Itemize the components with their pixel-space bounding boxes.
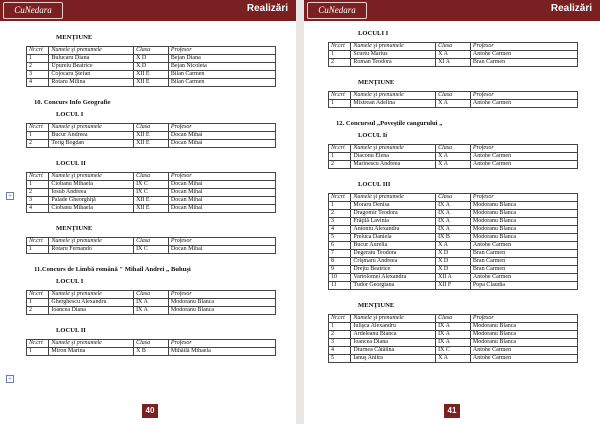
column-header: Numele şi prenumele (351, 92, 436, 100)
table-cell: 2 (27, 63, 49, 71)
section-heading: MENŢIUNE (358, 79, 395, 86)
column-header: Profesor (470, 194, 577, 202)
section-heading: LOCUL I (56, 278, 84, 285)
column-header: Profesor (470, 43, 577, 51)
table-cell: Modoranu Blanca (470, 218, 577, 226)
column-header: Nr.crt (27, 340, 49, 348)
table-row (27, 205, 276, 213)
table-cell: 1 (27, 181, 49, 189)
page-header (0, 0, 296, 21)
table-header-row (27, 173, 276, 181)
table-cell: X D (134, 55, 169, 63)
table-cell: IX C (134, 246, 169, 254)
table-cell: Bilan Carmen (168, 71, 275, 79)
table-cell: IX A (436, 202, 471, 210)
table-header-row (329, 194, 578, 202)
table-cell: 2 (27, 307, 49, 315)
table-cell: 1 (27, 55, 49, 63)
table-cell: Upurelu Beatrice (49, 63, 134, 71)
section-heading: LOCUL II (56, 327, 86, 334)
column-header: Clasa (436, 43, 471, 51)
table-cell: Antohe Carmen (470, 274, 577, 282)
column-header: Numele şi prenumele (351, 194, 436, 202)
table-cell: 2 (329, 210, 351, 218)
table-cell: Docan Mihai (168, 246, 275, 254)
table-cell: IX A (436, 323, 471, 331)
table-cell: Antohe Carmen (470, 355, 577, 363)
section-heading: 11.Concurs de Limbă română " Mihail Andrei „ Buhuşi (34, 266, 191, 273)
table-cell: X B (134, 348, 169, 356)
section-heading: 10. Concurs Info Geografie (34, 99, 111, 106)
table-cell: IX A (436, 339, 471, 347)
header-title: Realizări (550, 3, 592, 14)
table-cell: 3 (329, 339, 351, 347)
table-row (27, 189, 276, 197)
table-cell: 8 (329, 258, 351, 266)
column-header: Nr.crt (27, 47, 49, 55)
section-heading: MENŢIUNE (358, 302, 395, 309)
table-row (27, 307, 276, 315)
table-cell: 2 (329, 161, 351, 169)
table-cell: IX C (134, 181, 169, 189)
table-cell: IX C (134, 189, 169, 197)
table-cell: Docan Mihai (168, 181, 275, 189)
table-cell: IX C (436, 347, 471, 355)
column-header: Nr.crt (27, 173, 49, 181)
table-header-row (27, 124, 276, 132)
section-block (26, 225, 276, 254)
table-row (329, 282, 578, 290)
table-cell: 1 (329, 100, 351, 108)
table-header-row (329, 145, 578, 153)
table-cell: Diurnea Cătălina (351, 347, 436, 355)
column-header: Numele şi prenumele (49, 124, 134, 132)
section-block (328, 120, 578, 127)
table-cell: 2 (329, 59, 351, 67)
section-heading: 12. Concursul „Poveştile cangurului „ (336, 120, 443, 127)
table-row (329, 339, 578, 347)
logo: CuNedara (3, 2, 63, 19)
table-cell: 5 (329, 355, 351, 363)
column-header: Numele şi prenumele (49, 291, 134, 299)
table-cell: Degeratu Teodora (351, 250, 436, 258)
page-right (304, 0, 600, 424)
table-row (27, 55, 276, 63)
column-header: Profesor (168, 291, 275, 299)
table-cell: Scurtu Marius (351, 51, 436, 59)
column-header: Profesor (168, 238, 275, 246)
table-cell: Vartolomei Alexandra (351, 274, 436, 282)
table-cell: Docan Mihai (168, 132, 275, 140)
table-cell: Bejan Nicoleta (168, 63, 275, 71)
table-cell: Bran Carmen (470, 266, 577, 274)
table-cell: 1 (27, 246, 49, 254)
table-cell: IX A (134, 307, 169, 315)
table-cell: IX B (436, 234, 471, 242)
table-cell: 1 (27, 348, 49, 356)
table-cell: X A (436, 161, 471, 169)
table-row (27, 71, 276, 79)
table-cell: Crişmaru Andreea (351, 258, 436, 266)
table-cell: Palade Gheorghiţă (49, 197, 134, 205)
table-cell: Antohe Carmen (470, 161, 577, 169)
table-cell: Antohe Carmen (470, 347, 577, 355)
table-cell: Modoranu Blanca (168, 307, 275, 315)
logo: CuNedara (307, 2, 367, 19)
table-cell: IX A (134, 299, 169, 307)
table-row (27, 79, 276, 87)
column-header: Numele şi prenumele (351, 145, 436, 153)
results-table (328, 91, 578, 108)
table-row (27, 246, 276, 254)
table-cell: 4 (27, 79, 49, 87)
table-row (329, 59, 578, 67)
table-header-row (329, 43, 578, 51)
table-cell: Ardeleanu Bianca (351, 331, 436, 339)
table-cell: XII E (134, 71, 169, 79)
column-header: Nr.crt (27, 238, 49, 246)
table-row (329, 153, 578, 161)
table-cell: Modoranu Blanca (470, 339, 577, 347)
table-row (329, 202, 578, 210)
table-cell: Modoranu Blanca (470, 226, 577, 234)
table-cell: Bran Carmen (470, 258, 577, 266)
table-cell: 4 (27, 205, 49, 213)
column-header: Clasa (436, 315, 471, 323)
column-header: Nr.crt (27, 124, 49, 132)
column-header: Profesor (470, 315, 577, 323)
section-block (328, 30, 578, 67)
page-number: 40 (142, 404, 158, 418)
table-row (329, 242, 578, 250)
column-header: Numele şi prenumele (49, 238, 134, 246)
table-cell: IX A (436, 331, 471, 339)
table-header-row (27, 291, 276, 299)
section-block (26, 34, 276, 87)
table-cell: 9 (329, 266, 351, 274)
table-row (27, 140, 276, 148)
table-cell: XII E (134, 140, 169, 148)
results-table (26, 290, 276, 315)
table-cell: 10 (329, 274, 351, 282)
column-header: Clasa (436, 194, 471, 202)
section-heading: LOCUL III (358, 181, 391, 188)
table-row (27, 63, 276, 71)
table-cell: Docan Mihai (168, 189, 275, 197)
table-cell: Rotaru Fernando (49, 246, 134, 254)
results-table (328, 193, 578, 290)
table-header-row (27, 47, 276, 55)
table-cell: 4 (329, 226, 351, 234)
section-heading: LOCULI I (358, 30, 389, 37)
section-block (328, 181, 578, 290)
table-cell: Mihăilă Mihaela (168, 348, 275, 356)
column-header: Profesor (470, 145, 577, 153)
table-row (329, 347, 578, 355)
table-cell: Frăţilă Lavinia (351, 218, 436, 226)
table-row (329, 161, 578, 169)
section-block (26, 266, 276, 273)
table-cell: 1 (27, 299, 49, 307)
column-header: Clasa (134, 124, 169, 132)
column-header: Profesor (168, 124, 275, 132)
table-cell: Modoranu Blanca (470, 331, 577, 339)
column-header: Numele şi prenumele (49, 47, 134, 55)
column-header: Nr.crt (329, 315, 351, 323)
table-row (27, 299, 276, 307)
section-block (328, 302, 578, 363)
table-cell: X D (134, 63, 169, 71)
column-header: Numele şi prenumele (351, 43, 436, 51)
table-cell: Bulucaru Diana (49, 55, 134, 63)
table-cell: Popa Claudia (470, 282, 577, 290)
section-block (328, 132, 578, 169)
column-header: Clasa (134, 173, 169, 181)
table-row (329, 258, 578, 266)
table-cell: 6 (329, 242, 351, 250)
table-cell: 1 (329, 323, 351, 331)
table-header-row (329, 315, 578, 323)
table-cell: 2 (27, 189, 49, 197)
results-table (26, 123, 276, 148)
table-cell: Modoranu Blanca (470, 202, 577, 210)
table-cell: XII E (134, 197, 169, 205)
table-cell: X A (436, 242, 471, 250)
table-cell: Ioancea Diana (49, 307, 134, 315)
column-header: Clasa (134, 238, 169, 246)
table-cell: 1 (329, 153, 351, 161)
table-cell: X D (436, 266, 471, 274)
gutter (296, 0, 304, 424)
table-cell: XII E (134, 79, 169, 87)
table-row (329, 355, 578, 363)
table-cell: Iulişca Alexandru (351, 323, 436, 331)
header-title: Realizări (246, 3, 288, 14)
table-cell: Antohe Carmen (470, 100, 577, 108)
table-row (329, 218, 578, 226)
table-cell: Rotaru Milina (49, 79, 134, 87)
table-cell: X D (436, 258, 471, 266)
table-cell: 3 (27, 197, 49, 205)
table-cell: 7 (329, 250, 351, 258)
table-cell: Miron Marina (49, 348, 134, 356)
column-header: Profesor (470, 92, 577, 100)
section-heading: LOCUL I (56, 111, 84, 118)
table-row (329, 100, 578, 108)
table-cell: Docan Mihai (168, 140, 275, 148)
table-cell: XII A (436, 274, 471, 282)
table-cell: Modoranu Blanca (470, 323, 577, 331)
column-header: Clasa (436, 92, 471, 100)
results-table (328, 314, 578, 363)
table-cell: Terig Bogdan (49, 140, 134, 148)
table-cell: Tudor Georgiana (351, 282, 436, 290)
table-cell: Gherghescu Alexandru (49, 299, 134, 307)
table-cell: 2 (27, 140, 49, 148)
section-heading: MENŢIUNE (56, 34, 93, 41)
table-cell: Modoranu Blanca (168, 299, 275, 307)
table-row (329, 266, 578, 274)
table-cell: Antohe Carmen (470, 51, 577, 59)
table-cell: Ciobanu Mihaela (49, 181, 134, 189)
column-header: Profesor (168, 47, 275, 55)
table-cell: Ianuş Anitra (351, 355, 436, 363)
table-cell: 2 (329, 331, 351, 339)
section-block (26, 278, 276, 315)
table-cell: Drejtu Beatrice (351, 266, 436, 274)
table-row (329, 274, 578, 282)
column-header: Nr.crt (27, 291, 49, 299)
table-cell: XII E (134, 205, 169, 213)
table-cell: Mistrean Adelina (351, 100, 436, 108)
results-table (26, 339, 276, 356)
table-cell: 5 (329, 234, 351, 242)
section-block (26, 160, 276, 213)
table-cell: Modoranu Blanca (470, 210, 577, 218)
table-cell: Modoranu Blanca (470, 234, 577, 242)
column-header: Nr.crt (329, 43, 351, 51)
table-cell: IX A (436, 226, 471, 234)
table-cell: Ciobanu Mihaela (49, 205, 134, 213)
results-table (26, 237, 276, 254)
page-number: 41 (444, 404, 460, 418)
table-cell: X A (436, 355, 471, 363)
table-cell: 1 (329, 202, 351, 210)
table-row (329, 234, 578, 242)
table-cell: IX A (436, 210, 471, 218)
column-header: Numele şi prenumele (351, 315, 436, 323)
table-row (329, 331, 578, 339)
table-cell: Antohe Carmen (470, 242, 577, 250)
table-cell: 11 (329, 282, 351, 290)
table-row (329, 323, 578, 331)
table-cell: Ioancea Diana (351, 339, 436, 347)
table-cell: Bran Carmen (470, 250, 577, 258)
table-row (27, 197, 276, 205)
table-cell: 3 (329, 218, 351, 226)
results-table (328, 42, 578, 67)
table-row (329, 210, 578, 218)
column-header: Nr.crt (329, 145, 351, 153)
table-cell: Marinescu Andreea (351, 161, 436, 169)
table-cell: Docan Mihai (168, 205, 275, 213)
left-content (26, 34, 276, 368)
anchor-icon: + (7, 376, 13, 382)
column-header: Nr.crt (329, 194, 351, 202)
table-cell: Diaconu Elena (351, 153, 436, 161)
page-header (304, 0, 600, 21)
table-row (329, 51, 578, 59)
column-header: Profesor (168, 173, 275, 181)
table-row (329, 226, 578, 234)
table-cell: Bran Carmen (470, 59, 577, 67)
table-cell: X A (436, 100, 471, 108)
table-header-row (27, 238, 276, 246)
section-heading: MENŢIUNE (56, 225, 93, 232)
table-cell: XII F (436, 282, 471, 290)
table-cell: Bucur Andreea (49, 132, 134, 140)
table-row (27, 132, 276, 140)
table-cell: Cojocaru Ştefan (49, 71, 134, 79)
column-header: Numele şi prenumele (49, 340, 134, 348)
column-header: Clasa (134, 340, 169, 348)
table-cell: Bucur Aurelia (351, 242, 436, 250)
results-table (26, 172, 276, 213)
column-header: Clasa (134, 291, 169, 299)
table-row (27, 181, 276, 189)
table-cell: Antoniu Alexandra (351, 226, 436, 234)
table-row (27, 348, 276, 356)
table-cell: X A (436, 51, 471, 59)
column-header: Clasa (134, 47, 169, 55)
section-heading: LOCUL II (56, 160, 86, 167)
table-cell: XI A (436, 59, 471, 67)
column-header: Profesor (168, 340, 275, 348)
page-left (0, 0, 296, 424)
anchor-icon: + (7, 193, 13, 199)
table-cell: Preluca Daniela (351, 234, 436, 242)
column-header: Numele şi prenumele (49, 173, 134, 181)
results-table (26, 46, 276, 87)
table-cell: Bejan Diana (168, 55, 275, 63)
section-block (328, 79, 578, 108)
results-table (328, 144, 578, 169)
column-header: Clasa (436, 145, 471, 153)
table-cell: Iosub Andreea (49, 189, 134, 197)
table-cell: XII E (134, 132, 169, 140)
table-row (329, 250, 578, 258)
section-block (26, 111, 276, 148)
table-cell: Docan Mihai (168, 197, 275, 205)
table-cell: 1 (329, 51, 351, 59)
table-cell: IX A (436, 218, 471, 226)
table-header-row (27, 340, 276, 348)
table-cell: 3 (27, 71, 49, 79)
table-cell: Dragomir Teodora (351, 210, 436, 218)
section-block (26, 99, 276, 106)
section-block (26, 327, 276, 356)
table-cell: X A (436, 153, 471, 161)
table-cell: Roman Teodora (351, 59, 436, 67)
table-cell: Bilan Carmen (168, 79, 275, 87)
right-content (328, 30, 578, 375)
column-header: Nr.crt (329, 92, 351, 100)
table-cell: Moraru Denisa (351, 202, 436, 210)
table-cell: 1 (27, 132, 49, 140)
section-heading: LOCUL Ii (358, 132, 388, 139)
table-cell: Antohe Carmen (470, 153, 577, 161)
table-cell: 4 (329, 347, 351, 355)
table-header-row (329, 92, 578, 100)
table-cell: X D (436, 250, 471, 258)
